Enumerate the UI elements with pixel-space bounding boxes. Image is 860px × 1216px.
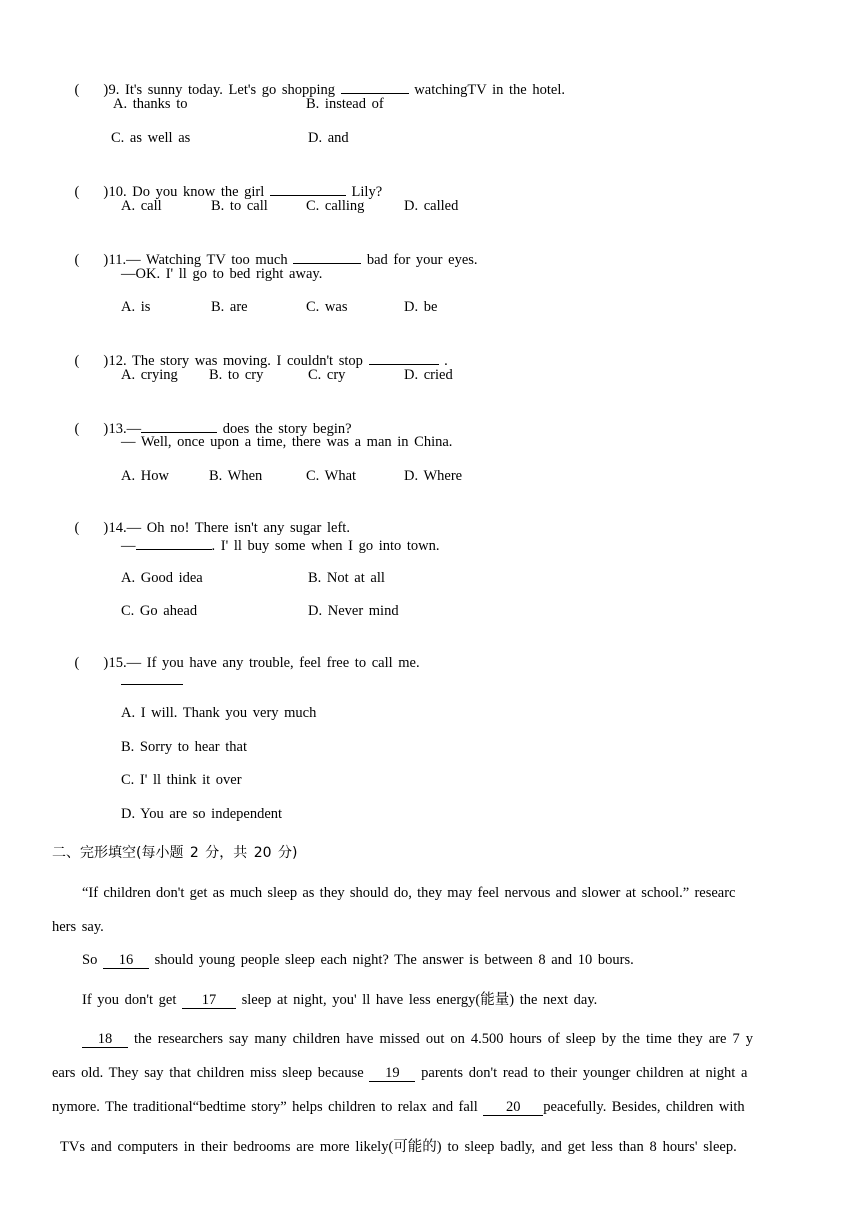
cloze-blank-20: 20	[483, 1100, 543, 1116]
option-c: C. cry	[308, 367, 346, 383]
passage-line: hers say.	[52, 919, 104, 935]
question-10: ( )10. Do you know the girl Lily?	[52, 163, 382, 219]
option-a: A. How	[121, 468, 169, 484]
option-d: D. You are so independent	[121, 806, 283, 822]
passage-line: So 16 should young people sleep each night? The answer is between 8 and 10 bours.	[82, 952, 634, 968]
passage-line: 18 the researchers say many children have missed out on 4.500 hours of sleep by the time they are 7 y	[82, 1030, 753, 1048]
reply-line: —OK. I' ll go to bed right away.	[121, 266, 323, 282]
option-a: A. thanks to	[113, 96, 188, 112]
option-d: D. be	[404, 299, 438, 315]
option-d: D. Never mind	[308, 603, 399, 619]
passage-line: TVs and computers in their bedrooms are more likely(可能的) to sleep badly, and get less than 8 hours' sleep.	[60, 1139, 737, 1155]
answer-blank	[121, 670, 183, 685]
cloze-blank-19: 19	[369, 1066, 415, 1082]
answer-blank	[369, 350, 439, 365]
option-b: B. Sorry to hear that	[121, 739, 247, 755]
answer-blank	[293, 249, 361, 264]
option-d: D. Where	[404, 468, 463, 484]
answer-blank	[136, 535, 212, 550]
option-b: B. to call	[211, 198, 268, 214]
section-heading: 二、完形填空(每小题 2 分，共 20 分)	[52, 845, 298, 861]
option-a: A. crying	[121, 367, 178, 383]
option-b: B. Not at all	[308, 570, 385, 586]
option-c: C. calling	[306, 198, 365, 214]
reply-line	[121, 670, 183, 690]
answer-blank	[341, 79, 409, 94]
question-15: ( )15.— If you have any trouble, feel free to call me.	[74, 655, 420, 671]
question-number: 9.	[108, 82, 120, 98]
option-a: A. I will. Thank you very much	[121, 705, 317, 721]
option-d: D. cried	[404, 367, 453, 383]
option-a: A. Good idea	[121, 570, 203, 586]
option-c: C. was	[306, 299, 348, 315]
passage-line: “If children don't get as much sleep as they should do, they may feel nervous and slower at school.” researc	[82, 885, 736, 901]
passage-line: If you don't get 17 sleep at night, you' ll have less energy(能量) the next day.	[82, 992, 598, 1008]
cloze-blank-18: 18	[82, 1032, 128, 1048]
option-b: B. to cry	[209, 367, 264, 383]
answer-blank	[141, 418, 217, 433]
option-c: C. I' ll think it over	[121, 772, 242, 788]
question-14: ( )14.— Oh no! There isn't any sugar left.	[74, 520, 350, 536]
passage-line: ears old. They say that children miss sleep because 19 parents don't read to their younger children at night a	[52, 1065, 748, 1081]
answer-blank	[270, 181, 346, 196]
cloze-blank-17: 17	[182, 993, 236, 1009]
question-9: ( )9. It's sunny today. Let's go shopping watchingTV in the hotel.	[52, 61, 565, 117]
cloze-blank-16: 16	[103, 953, 149, 969]
option-b: B. instead of	[306, 96, 384, 112]
reply-line: — Well, once upon a time, there was a man in China.	[121, 434, 453, 450]
option-a: A. is	[121, 299, 151, 315]
option-d: D. called	[404, 198, 459, 214]
passage-line: nymore. The traditional“bedtime story” helps children to relax and fall 20 peacefully. Besides, children with	[52, 1099, 745, 1115]
question-12: ( )12. The story was moving. I couldn't stop .	[52, 332, 448, 388]
option-c: C. as well as	[111, 130, 191, 146]
option-c: C. What	[306, 468, 357, 484]
question-13: ( )13.— does the story begin?	[52, 400, 352, 456]
option-b: B. are	[211, 299, 248, 315]
option-a: A. call	[121, 198, 162, 214]
question-11: ( )11.— Watching TV too much bad for your eyes.	[52, 231, 478, 287]
option-c: C. Go ahead	[121, 603, 198, 619]
option-d: D. and	[308, 130, 349, 146]
option-b: B. When	[209, 468, 263, 484]
reply-line: — . I' ll buy some when I go into town.	[121, 535, 440, 555]
